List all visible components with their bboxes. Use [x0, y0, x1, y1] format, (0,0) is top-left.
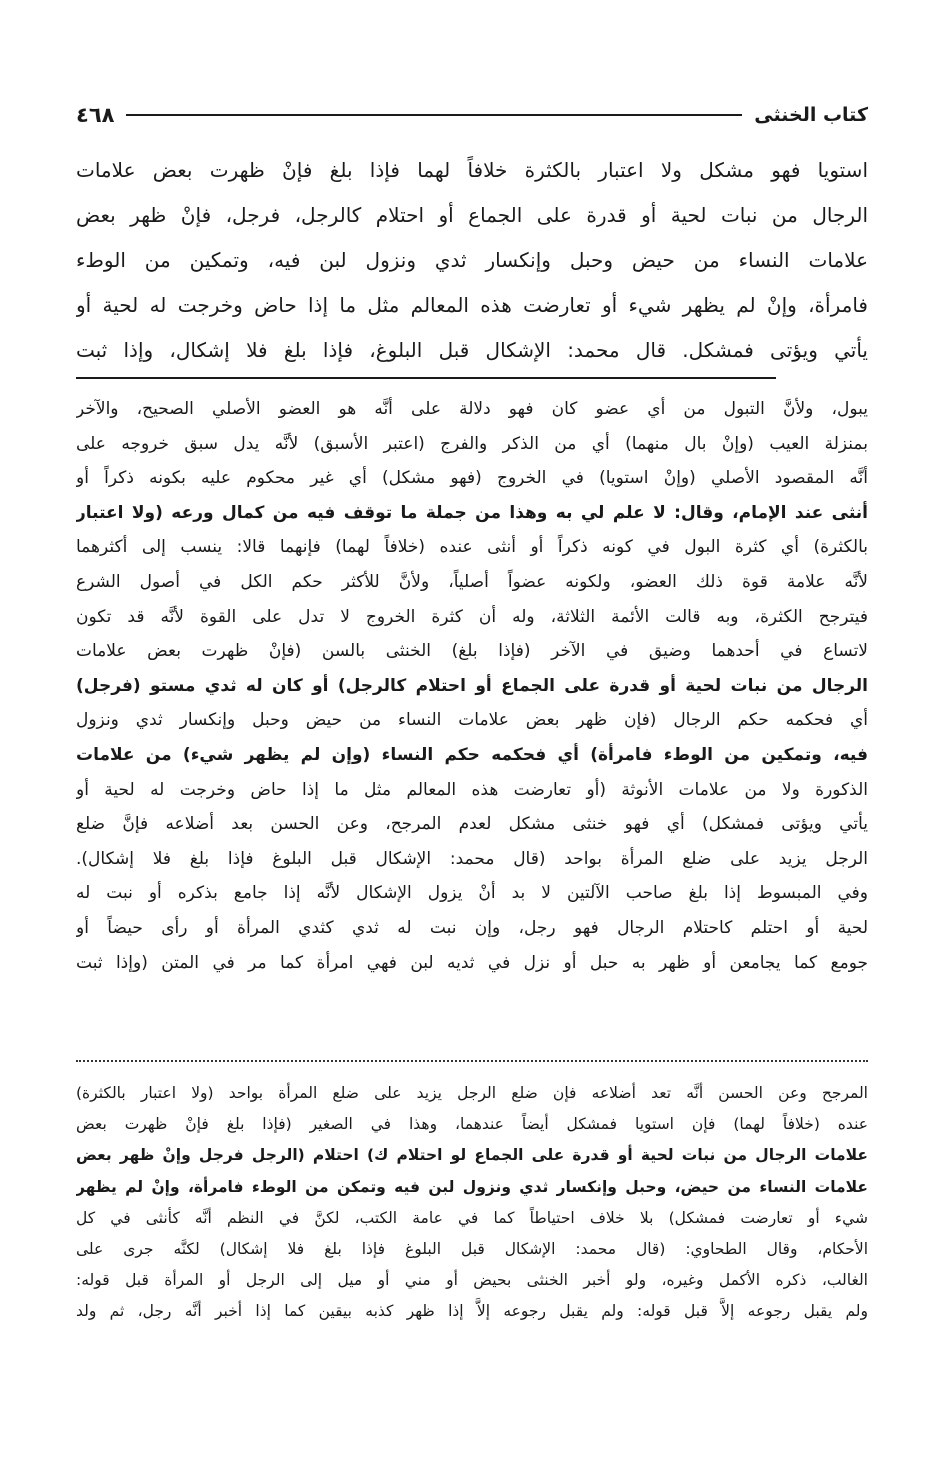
commentary-line: يبول، ولأنَّ التبول من أي عضو كان فهو دلالة على أنَّه هو العضو الأصلي الصحيح، والآخر: [76, 399, 868, 419]
commentary-line: أي فحكمه حكم الرجال (فإن ظهر بعض علامات النساء من حيض وحبل وإنكسار ثدي ونزول: [76, 710, 868, 731]
commentary-line: فيترجح الكثرة، وبه قالت الأئمة الثلاثة، وله أن كثرة الخروج لا تدل على القوة لأنَّه قد تكون: [76, 606, 868, 627]
commentary-line: بمنزلة العيب (وإنْ بال منهما) أي من الذكر والفرج (اعتبر الأسبق) لأنَّه يدل سبق خروجه على: [76, 433, 868, 454]
footnote-text: [76, 1078, 868, 1328]
book-title: كتاب الخنثى: [754, 104, 868, 126]
main-line: فامرأة، وإنْ لم يظهر شيء أو تعارضت هذه المعالم مثل ما إذا حاض وخرجت له لحية أو: [76, 293, 868, 317]
commentary-line: وفي المبسوط إذا بلغ صاحب الآلتين لا بد أنْ يزول الإشكال لأنَّه إذا جامع بذكره أو نبت له: [76, 883, 868, 904]
page-header: [76, 98, 868, 132]
commentary-line: الرجل يزيد على ضلع المرأة بواحد (قال محمد: الإشكال قبل البلوغ فإذا بلغ فلا إشكال).: [76, 848, 868, 869]
commentary-line: بالكثرة) أي كثرة البول في كونه ذكراً أو أنثى عنده (خلافاً لهما) فإنهما قالا: ينسب إلى أكثرهما: [76, 537, 868, 558]
commentary-line: لاتساع في أحدهما وضيق في الآخر (فإذا بلغ) الخنثى بالسن (فإنْ ظهرت بعض علامات: [76, 641, 868, 662]
main-line: استويا فهو مشكل ولا اعتبار بالكثرة خلافاً لهما فإذا بلغ فإنْ ظهرت بعض علامات: [76, 158, 868, 182]
footnote-line: عنده (خلافاً لهما) فإن استويا فمشكل أيضاً عندهما، وهذا في الصغير (فإذا بلغ فإنْ ظهرت بعض: [76, 1115, 868, 1134]
commentary-line: فيه، وتمكين من الوطء فامرأة) أي فحكمه حكم النساء (وإن لم يظهر شيء) من علامات: [76, 744, 868, 765]
footnote-line: شيء أو تعارضت فمشكل) بلا خلاف احتياطاً كما في عامة الكتب، لكنَّ في النظم أنَّه كأنثى في كل: [76, 1208, 868, 1227]
commentary-line: جومع كما يجامعن أو ظهر به حبل أو نزل في ثديه لبن فهي امرأة كما مر في المتن (وإذا ثبت: [76, 952, 868, 973]
footnote-line: الأحكام، وقال الطحاوي: (قال محمد: الإشكال قبل البلوغ فإذا بلغ فلا إشكال) لكنَّه جرى على: [76, 1239, 868, 1258]
main-line: يأتي ويؤتى فمشكل. قال محمد: الإشكال قبل البلوغ، فإذا بلغ فلا إشكال، وإذا ثبت: [76, 338, 868, 362]
header-rule: [126, 114, 742, 116]
page-number: ٤٦٨: [76, 103, 115, 127]
commentary-line: لأنَّه علامة قوة ذلك العضو، ولكونه عضواً أصلياً، ولأنَّ للأكثر حكم الكل في أصول الشرع: [76, 571, 868, 592]
commentary-line: الرجال من نبات لحية أو قدرة على الجماع أو احتلام كالرجل) أو كان له ثدي مستو (فرجل): [76, 675, 868, 696]
footnote-line: علامات النساء من حيض، وحبل وإنكسار ثدي ونزول لبن فيه وتمكن من الوطء فامرأة، وإنْ لم يظهر: [76, 1177, 868, 1196]
commentary-line: الذكورة ولا من علامات الأنوثة (أو تعارضت هذه المعالم مثل ما إذا حاض وخرجت له لحية أو: [76, 779, 868, 800]
main-line: الرجال من نبات لحية أو قدرة على الجماع أو احتلام كالرجل، فرجل، فإنْ ظهر بعض: [76, 203, 868, 227]
commentary-line: أنثى عند الإمام، وقال: لا علم لي به وهذا من جملة ما توقف فيه من كمال ورعه (ولا اعتبار: [76, 502, 868, 523]
section-divider: [76, 377, 776, 379]
footnote-line: ولم يقبل رجوعه إلاَّ قبل قوله: ولم يقبل رجوعه إلاَّ إذا ظهر كذبه بيقين كما إذا أخبر أنَّه رجل، ثم ولد: [76, 1302, 868, 1321]
commentary-text: [76, 392, 868, 980]
commentary-line: لحية أو احتلم كاحتلام الرجال فهو رجل، وإن نبت له ثدي كثدي المرأة أو رأى حيضاً أو: [76, 917, 868, 938]
footnote-line: علامات الرجال من نبات لحية أو قدرة على الجماع لو احتلام ك) احتلام (الرجل فرجل وإنْ ظهر بعض: [76, 1146, 868, 1165]
footnote-line: المرجح وعن الحسن أنَّه تعد أضلاعه فإن ضلع الرجل يزيد على ضلع المرأة بواحد (ولا اعتبار بالكثرة): [76, 1084, 868, 1102]
commentary-line: يأتي ويؤتى فمشكل) أي فهو خنثى مشكل لعدم المرجح، وعن الحسن بعد أضلاعه فإنَّ ضلع: [76, 814, 868, 835]
main-line: علامات النساء من حيض وحبل وإنكسار ثدي ونزول لبن فيه، وتمكين من الوطء: [76, 248, 868, 272]
footnote-separator: [76, 1060, 868, 1072]
commentary-line: أنَّه المقصود الأصلي (وإنْ استويا) في الخروج (فهو مشكل) أي غير محكوم عليه بكونه ذكراً أو: [76, 468, 868, 489]
main-text: [76, 148, 868, 373]
book-page: [76, 0, 868, 1481]
footnote-line: الغالب، ذكره الأكمل وغيره، ولو أخبر الخنثى بحيض أو مني أو ميل إلى الرجل أو المرأة قبل قوله:: [76, 1271, 868, 1290]
